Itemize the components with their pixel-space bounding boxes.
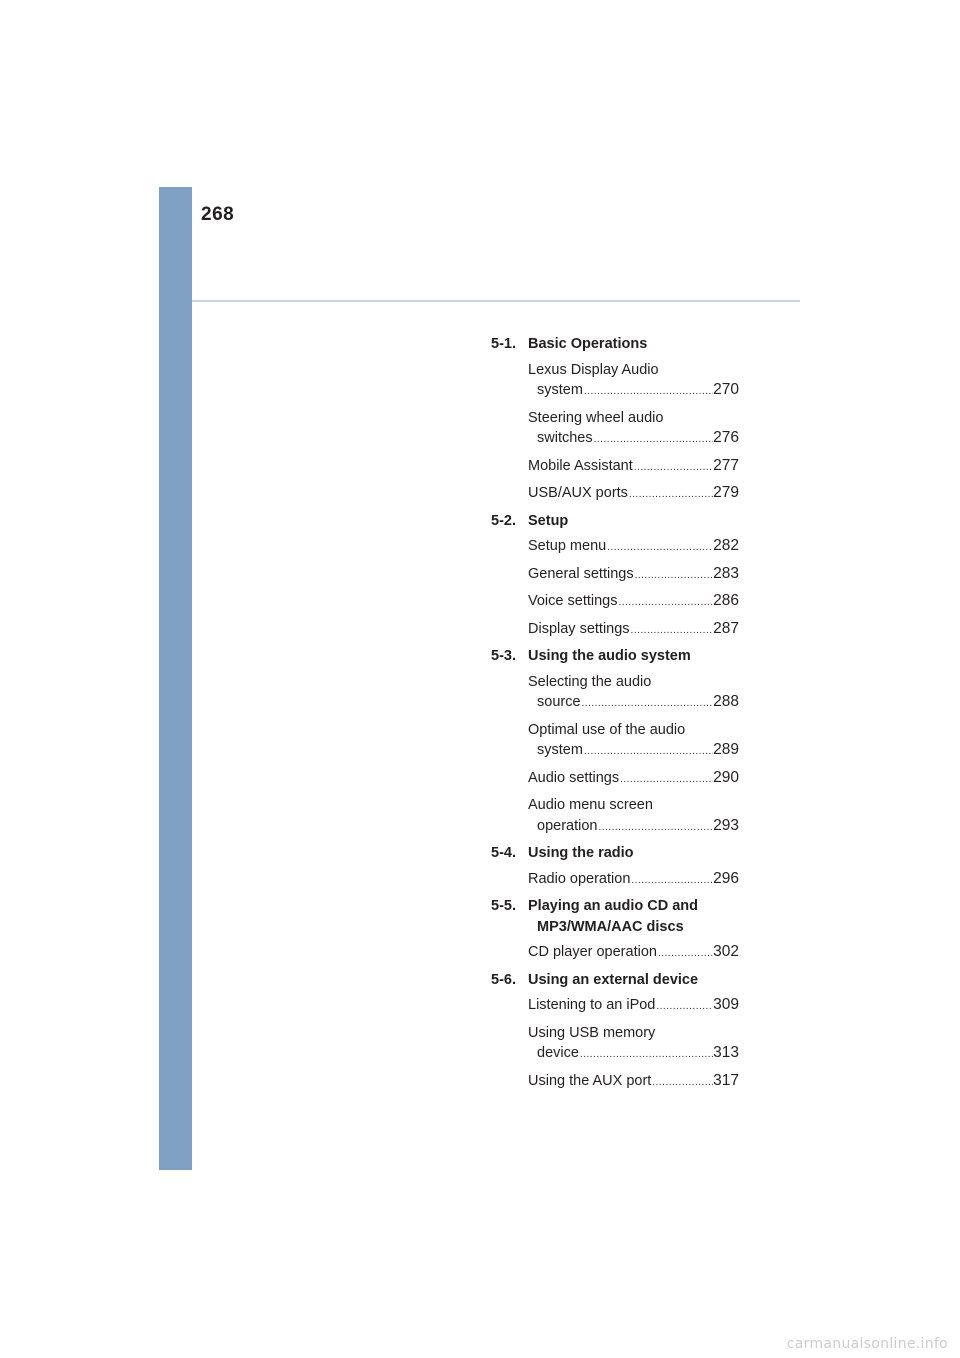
dot-leader [630,871,713,892]
toc-entry[interactable] [528,869,739,892]
entry-title-line: Selecting the audio [528,673,652,690]
toc-entry[interactable] [528,483,739,506]
section-heading[interactable] [491,970,739,991]
dot-leader [617,593,713,614]
section-title [528,896,739,937]
toc-entry[interactable] [528,619,739,642]
section-title-line: Using the radio [528,845,634,861]
entry-title-line: Steering wheel audio [528,409,664,426]
section-number: 5-5. [491,898,516,914]
section-title-line: Using the audio system [528,648,691,664]
entry-page-number: 288 [713,693,739,710]
entry-title-line: Using the AUX port [528,1072,652,1089]
section-heading[interactable] [491,511,739,532]
watermark: carmanualsonline.info [786,1336,948,1352]
section-number: 5-2. [491,512,516,529]
entry-page-number: 296 [713,869,739,887]
entry-title-line: Mobile Assistant [528,457,633,474]
entry-row [528,740,739,763]
section-heading[interactable] [491,896,739,937]
entry-page-number: 289 [713,741,739,758]
entry-title-line: Lexus Display Audio [528,361,659,378]
entry-title-line: Using USB memory [528,1024,656,1041]
toc-entry[interactable] [528,408,739,451]
entry-title-line: switches [537,430,593,446]
entry-page-number: 317 [713,1071,739,1089]
entry-row [528,816,739,839]
entry-page-number: 279 [713,484,739,501]
entry-row [528,536,739,559]
dot-leader [583,382,713,403]
section-number: 5-6. [491,971,516,988]
entry-row [528,942,739,965]
dot-leader [606,538,713,559]
dot-leader [619,770,713,791]
entry-page-number: 276 [713,429,739,446]
section-title-line: Basic Operations [528,336,648,352]
dot-leader [628,485,713,506]
entry-row [528,483,739,506]
entry-page-number: 290 [713,768,739,786]
entry-page-number: 277 [713,456,739,474]
entry-title-line: Listening to an iPod [528,997,656,1013]
entry-page-number: 286 [713,592,739,609]
entry-page-number: 313 [713,1044,739,1061]
entry-title-line: Audio settings [528,769,620,786]
toc-section [491,896,739,965]
entry-row [528,619,739,642]
entry-title-line: General settings [528,565,634,582]
entry-title-line: system [537,742,583,758]
entry-row [528,1043,739,1066]
toc-entry[interactable] [528,942,739,965]
entry-row [528,428,739,451]
dot-leader [597,818,713,839]
entry-title-line: Voice settings [528,593,618,609]
dot-leader [633,458,713,479]
toc-entry[interactable] [528,564,739,587]
toc-entry[interactable] [528,672,739,715]
toc-entry[interactable] [528,1023,739,1066]
entry-title-line: operation [537,817,598,834]
entry-row [528,1071,739,1094]
entry-page-number: 309 [713,996,739,1013]
page-number: 268 [201,204,235,225]
toc-section [491,843,739,891]
section-title [528,511,739,532]
dot-leader [581,694,714,715]
toc-section [491,970,739,1094]
toc-entry[interactable] [528,591,739,614]
entry-title-line: Radio operation [528,870,631,887]
entry-title-line: CD player operation [528,944,657,960]
dot-leader [651,1073,713,1094]
dot-leader [655,997,713,1018]
section-title [528,646,739,667]
table-of-contents [491,334,739,1098]
entry-title-line: source [537,694,581,710]
toc-entry[interactable] [528,536,739,559]
dot-leader [630,621,714,642]
header-rule [192,300,800,302]
entry-title-line: system [537,382,583,398]
toc-entry[interactable] [528,456,739,479]
section-heading[interactable] [491,843,739,864]
toc-section [491,334,739,506]
section-number: 5-3. [491,648,516,664]
sidebar-band [159,187,192,1170]
toc-entry[interactable] [528,720,739,763]
toc-entry[interactable] [528,995,739,1018]
dot-leader [579,1045,713,1066]
toc-entry[interactable] [528,795,739,838]
entry-page-number: 293 [713,816,739,834]
section-title [528,843,739,864]
section-number: 5-4. [491,845,516,861]
entry-row [528,564,739,587]
section-number: 5-1. [491,336,516,352]
section-title [528,970,739,991]
entry-title-line: Optimal use of the audio [528,721,686,738]
section-title-line: Using an external device [528,971,699,988]
dot-leader [593,430,714,451]
entry-row [528,380,739,403]
entry-row [528,692,739,715]
section-title-line: Playing an audio CD and [528,898,698,914]
entry-row [528,995,739,1018]
toc-entry[interactable] [528,768,739,791]
entry-title-line: device [537,1045,579,1061]
entry-row [528,768,739,791]
section-title [528,334,739,355]
entry-page-number: 287 [713,619,739,637]
section-title-line: MP3/WMA/AAC discs [537,918,684,935]
entry-title-line: Display settings [528,620,630,637]
dot-leader [634,566,714,587]
toc-section [491,646,739,838]
section-heading[interactable] [491,646,739,667]
entry-page-number: 282 [713,537,739,554]
toc-entry[interactable] [528,1071,739,1094]
section-title-line: Setup [528,512,569,529]
entry-title-line: Audio menu screen [528,797,653,813]
entry-row [528,456,739,479]
entry-row [528,591,739,614]
entry-page-number: 270 [713,381,739,398]
toc-section [491,511,739,642]
entry-page-number: 302 [713,943,739,960]
dot-leader [583,742,713,763]
entry-row [528,869,739,892]
dot-leader [657,944,713,965]
entry-page-number: 283 [713,564,739,582]
entry-title-line: Setup menu [528,538,607,554]
entry-title-line: USB/AUX ports [528,485,628,501]
toc-entry[interactable] [528,360,739,403]
section-heading[interactable] [491,334,739,355]
